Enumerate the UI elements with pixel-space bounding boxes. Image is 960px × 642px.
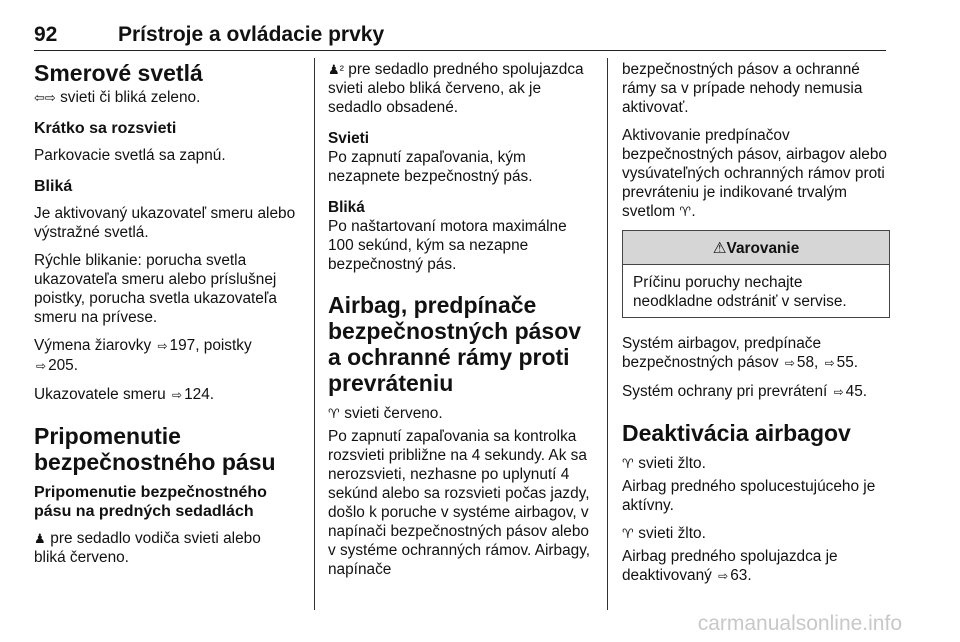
airbag-on-lamp: ♈ svieti žlto. [622,455,706,472]
column-3 [622,60,890,595]
page-link[interactable]: 124 [184,386,210,403]
page-ref-icon: ⇨ [157,339,168,353]
bulb-reference: Výmena žiarovky ⇨ 197, poistky ⇨ 205. [34,337,252,374]
lit-text: Po zapnutí zapaľovania, kým nezapnete bezpečnostný pás. [328,149,533,185]
warning-header [623,231,889,265]
section-title-turn-signals: Smerové svetlá [34,60,203,86]
page-link[interactable]: 63 [730,567,748,584]
subheading-lit: Svieti [328,130,370,147]
column-divider [607,58,608,610]
section-title-seatbelt: Pripomenutie bezpečnostného pásu [34,423,276,475]
airbag-on-text: Airbag predného spolucestujúceho je aktívny. [622,478,876,514]
passenger-seat-text: ♟² pre sedadlo predného spolujazdca svieti alebo bliká červeno, ak je sedadlo obsadené. [328,61,584,116]
page-link[interactable]: 197 [169,337,196,354]
page-link[interactable]: 58 [796,354,815,371]
subheading-front-seats: Pripomenutie bezpečnostného pásu na predných sedadlách [34,484,267,520]
page-link[interactable]: 205 [48,357,74,374]
seatbelt-driver-icon: ♟ [34,531,46,546]
system-reference: Systém airbagov, predpínače bezpečnostných pásov ⇨ 58, ⇨ 55. [622,335,859,371]
subheading-short: Krátko sa rozsvieti [34,120,177,137]
airbag-on-icon: ♈ [622,456,634,471]
subheading-blink: Bliká [328,199,365,216]
airbag-lamp-text: ♈ svieti červeno. [328,405,443,422]
airbag-off-lamp: ♈ svieti žlto. [622,525,706,542]
page-ref-icon: ⇨ [172,388,183,402]
page-ref-icon: ⇨ [784,356,795,370]
airbag-off-icon: ♈ [622,526,634,541]
subheading-blink: Bliká [34,178,73,195]
column-1 [34,60,296,576]
airbag-icon: ♈ [328,406,340,421]
page-link[interactable]: 45 [845,383,863,400]
blink-text: Po naštartovaní motora maximálne 100 sekúnd, kým sa nezapne bezpečnostný pás. [328,218,567,273]
indicator-reference: Ukazovatele smeru ⇨ 124. [34,386,215,403]
driver-seat-text: ♟ pre sedadlo vodiča svieti alebo bliká červeno. [34,530,261,566]
fast-blink-text: Rýchle blikanie: porucha svetla ukazovateľa smeru alebo príslušnej poistky, porucha svetla ukazovateľa smeru na prívese. [34,252,277,326]
rollover-reference: Systém ochrany pri prevrátení ⇨ 45. [622,383,868,400]
page-link[interactable]: 55 [836,354,854,371]
turn-signal-text: ⇦⇨ svieti či bliká zeleno. [34,89,201,106]
section-title-airbag: Airbag, predpínače bezpečnostných pásov a ochranné rámy proti prevráteniu [328,292,582,396]
column-divider [314,58,315,610]
blink-text: Je aktivovaný ukazovateľ smeru alebo výstražné svetlá. [34,205,296,241]
airbag-off-text: Airbag predného spolujazdca je deaktivovaný ⇨ 63. [622,548,838,584]
activation-text: Aktivovanie predpínačov bezpečnostných pásov, airbagov alebo vysúvateľných ochranných rámov proti prevráteniu je indikované trvalým svetlom ♈. [622,127,887,220]
column-2 [328,60,594,588]
warning-box [622,230,890,318]
warning-title: Varovanie [726,240,800,257]
ignition-text: Po zapnutí zapaľovania sa kontrolka rozsvieti približne na 4 sekundy. Ak sa nerozsvieti, nezhasne po uplynutí 4 sekúnd alebo sa rozsvieti počas jazdy, došlo k poruche v systéme airbagov, v napínači bezpečnostných pásov alebo v systéme ochranných rámov. Airbagy, napínače [328,428,591,578]
turn-signal-icon: ⇦⇨ [34,90,56,105]
page-ref-icon: ⇨ [36,359,47,373]
short-text: Parkovacie svetlá sa zapnú. [34,147,226,164]
chapter-title: Prístroje a ovládacie prvky [118,23,385,46]
page-number: 92 [34,23,58,46]
seatbelt-passenger-icon: ♟² [328,62,344,77]
watermark: carmanualsonline.info [697,612,902,635]
page-header [34,20,886,51]
airbag-icon: ♈ [679,204,691,219]
warning-text: Príčinu poruchy nechajte neodkladne odstrániť v servise. [633,274,847,310]
continued-text: bezpečnostných pásov a ochranné rámy sa v prípade nehody nemusia aktivovať. [622,61,863,116]
section-title-deactivation: Deaktivácia airbagov [622,420,851,446]
page-ref-icon: ⇨ [824,356,835,370]
page-ref-icon: ⇨ [718,569,729,583]
page-ref-icon: ⇨ [833,385,844,399]
warning-icon: ⚠ [712,240,727,257]
